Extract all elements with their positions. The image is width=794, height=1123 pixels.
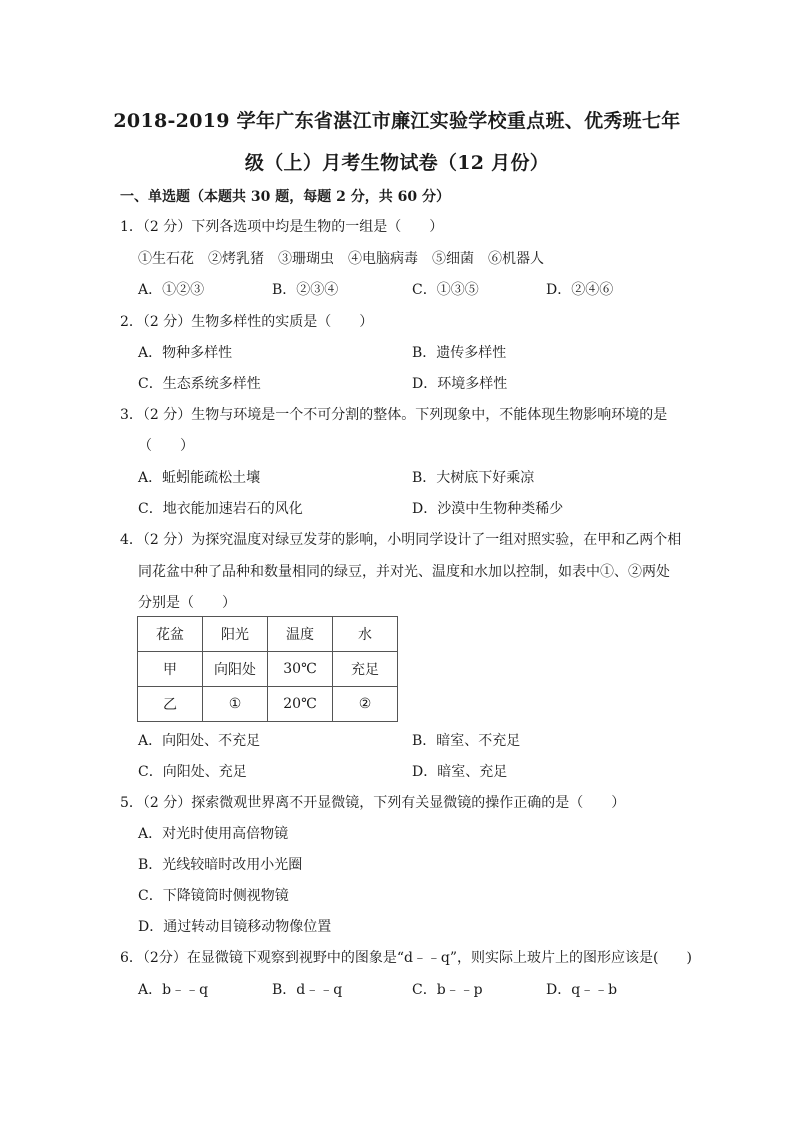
- question-6-option-a: A．b﹣﹣q: [138, 982, 209, 998]
- question-6-option-b: B．d﹣﹣q: [272, 982, 343, 998]
- question-1-stem: 1．（2 分）下列各选项中均是生物的一组是（ ）: [120, 219, 444, 235]
- question-4-stem-cont: 同花盆中种了品种和数量相同的绿豆，并对光、温度和水加以控制，如表中①、②两处: [138, 564, 670, 580]
- question-4-stem-cont-2: 分别是（ ）: [138, 595, 236, 611]
- question-1-items: ①生石花 ②烤乳猪 ③珊瑚虫 ④电脑病毒 ⑤细菌 ⑥机器人: [138, 251, 544, 267]
- question-5-option-b: B．光线较暗时改用小光圈: [138, 857, 303, 873]
- table-header-row: [138, 617, 398, 652]
- question-4-option-c: C．向阳处、充足: [138, 764, 247, 780]
- question-1-option-d: D．②④⑥: [546, 282, 614, 298]
- question-1-option-b: B．②③④: [272, 282, 339, 298]
- exam-title-line-2: 级（上）月考生物试卷（12 月份）: [244, 152, 550, 174]
- question-2-option-b: B．遗传多样性: [412, 345, 507, 361]
- question-5-option-a: A．对光时使用高倍物镜: [138, 826, 289, 842]
- question-6-stem: 6．（2分）在显微镜下观察到视野中的图象是“d﹣﹣q”，则实际上玻片上的图形应该是( ): [120, 950, 692, 966]
- question-6-option-d: D．q﹣﹣b: [546, 982, 618, 998]
- question-2-option-d: D．环境多样性: [412, 376, 508, 392]
- question-3-stem: 3．（2 分）生物与环境是一个不可分割的整体。下列现象中，不能体现生物影响环境的是: [120, 407, 668, 423]
- question-1-option-c: C．①③⑤: [412, 282, 479, 298]
- question-3-stem-cont: （ ）: [138, 438, 194, 454]
- question-5-option-d: D．通过转动目镜移动物像位置: [138, 919, 332, 935]
- question-5-option-c: C．下降镜筒时侧视物镜: [138, 888, 289, 904]
- table-header-cell: 阳光: [203, 617, 268, 652]
- question-4-option-d: D．暗室、充足: [412, 764, 508, 780]
- table-cell: 充足: [333, 652, 398, 687]
- table-cell: 向阳处: [203, 652, 268, 687]
- section-heading: 一、单选题（本题共 30 题，每题 2 分，共 60 分）: [120, 189, 450, 205]
- question-2-option-c: C．生态系统多样性: [138, 376, 261, 392]
- question-2-stem: 2．（2 分）生物多样性的实质是（ ）: [120, 314, 374, 330]
- table-header-cell: 水: [333, 617, 398, 652]
- question-1-option-a: A．①②③: [138, 282, 205, 298]
- table-cell: 30℃: [268, 652, 333, 687]
- question-3-option-c: C．地衣能加速岩石的风化: [138, 501, 303, 517]
- table-cell: 乙: [138, 687, 203, 722]
- question-4-option-a: A．向阳处、不充足: [138, 733, 261, 749]
- table-cell: 甲: [138, 652, 203, 687]
- question-5-stem: 5．（2 分）探索微观世界离不开显微镜，下列有关显微镜的操作正确的是（ ）: [120, 795, 626, 811]
- table-cell: ②: [333, 687, 398, 722]
- table-header-cell: 温度: [268, 617, 333, 652]
- table-header-cell: 花盆: [138, 617, 203, 652]
- question-3-option-d: D．沙漠中生物种类稀少: [412, 501, 564, 517]
- exam-title-line-1: 2018-2019 学年广东省湛江市廉江实验学校重点班、优秀班七年: [113, 110, 681, 132]
- question-3-option-a: A．蚯蚓能疏松土壤: [138, 470, 261, 486]
- table-cell: 20℃: [268, 687, 333, 722]
- table-cell: ①: [203, 687, 268, 722]
- question-2-option-a: A．物种多样性: [138, 345, 233, 361]
- question-6-option-c: C．b﹣﹣p: [412, 982, 483, 998]
- question-3-option-b: B．大树底下好乘凉: [412, 470, 535, 486]
- table-row: [138, 652, 398, 687]
- question-4-stem: 4．（2 分）为探究温度对绿豆发芽的影响，小明同学设计了一组对照实验，在甲和乙两个相: [120, 532, 682, 548]
- table-row: [138, 687, 398, 722]
- experiment-table: [137, 616, 398, 722]
- question-4-option-b: B．暗室、不充足: [412, 733, 521, 749]
